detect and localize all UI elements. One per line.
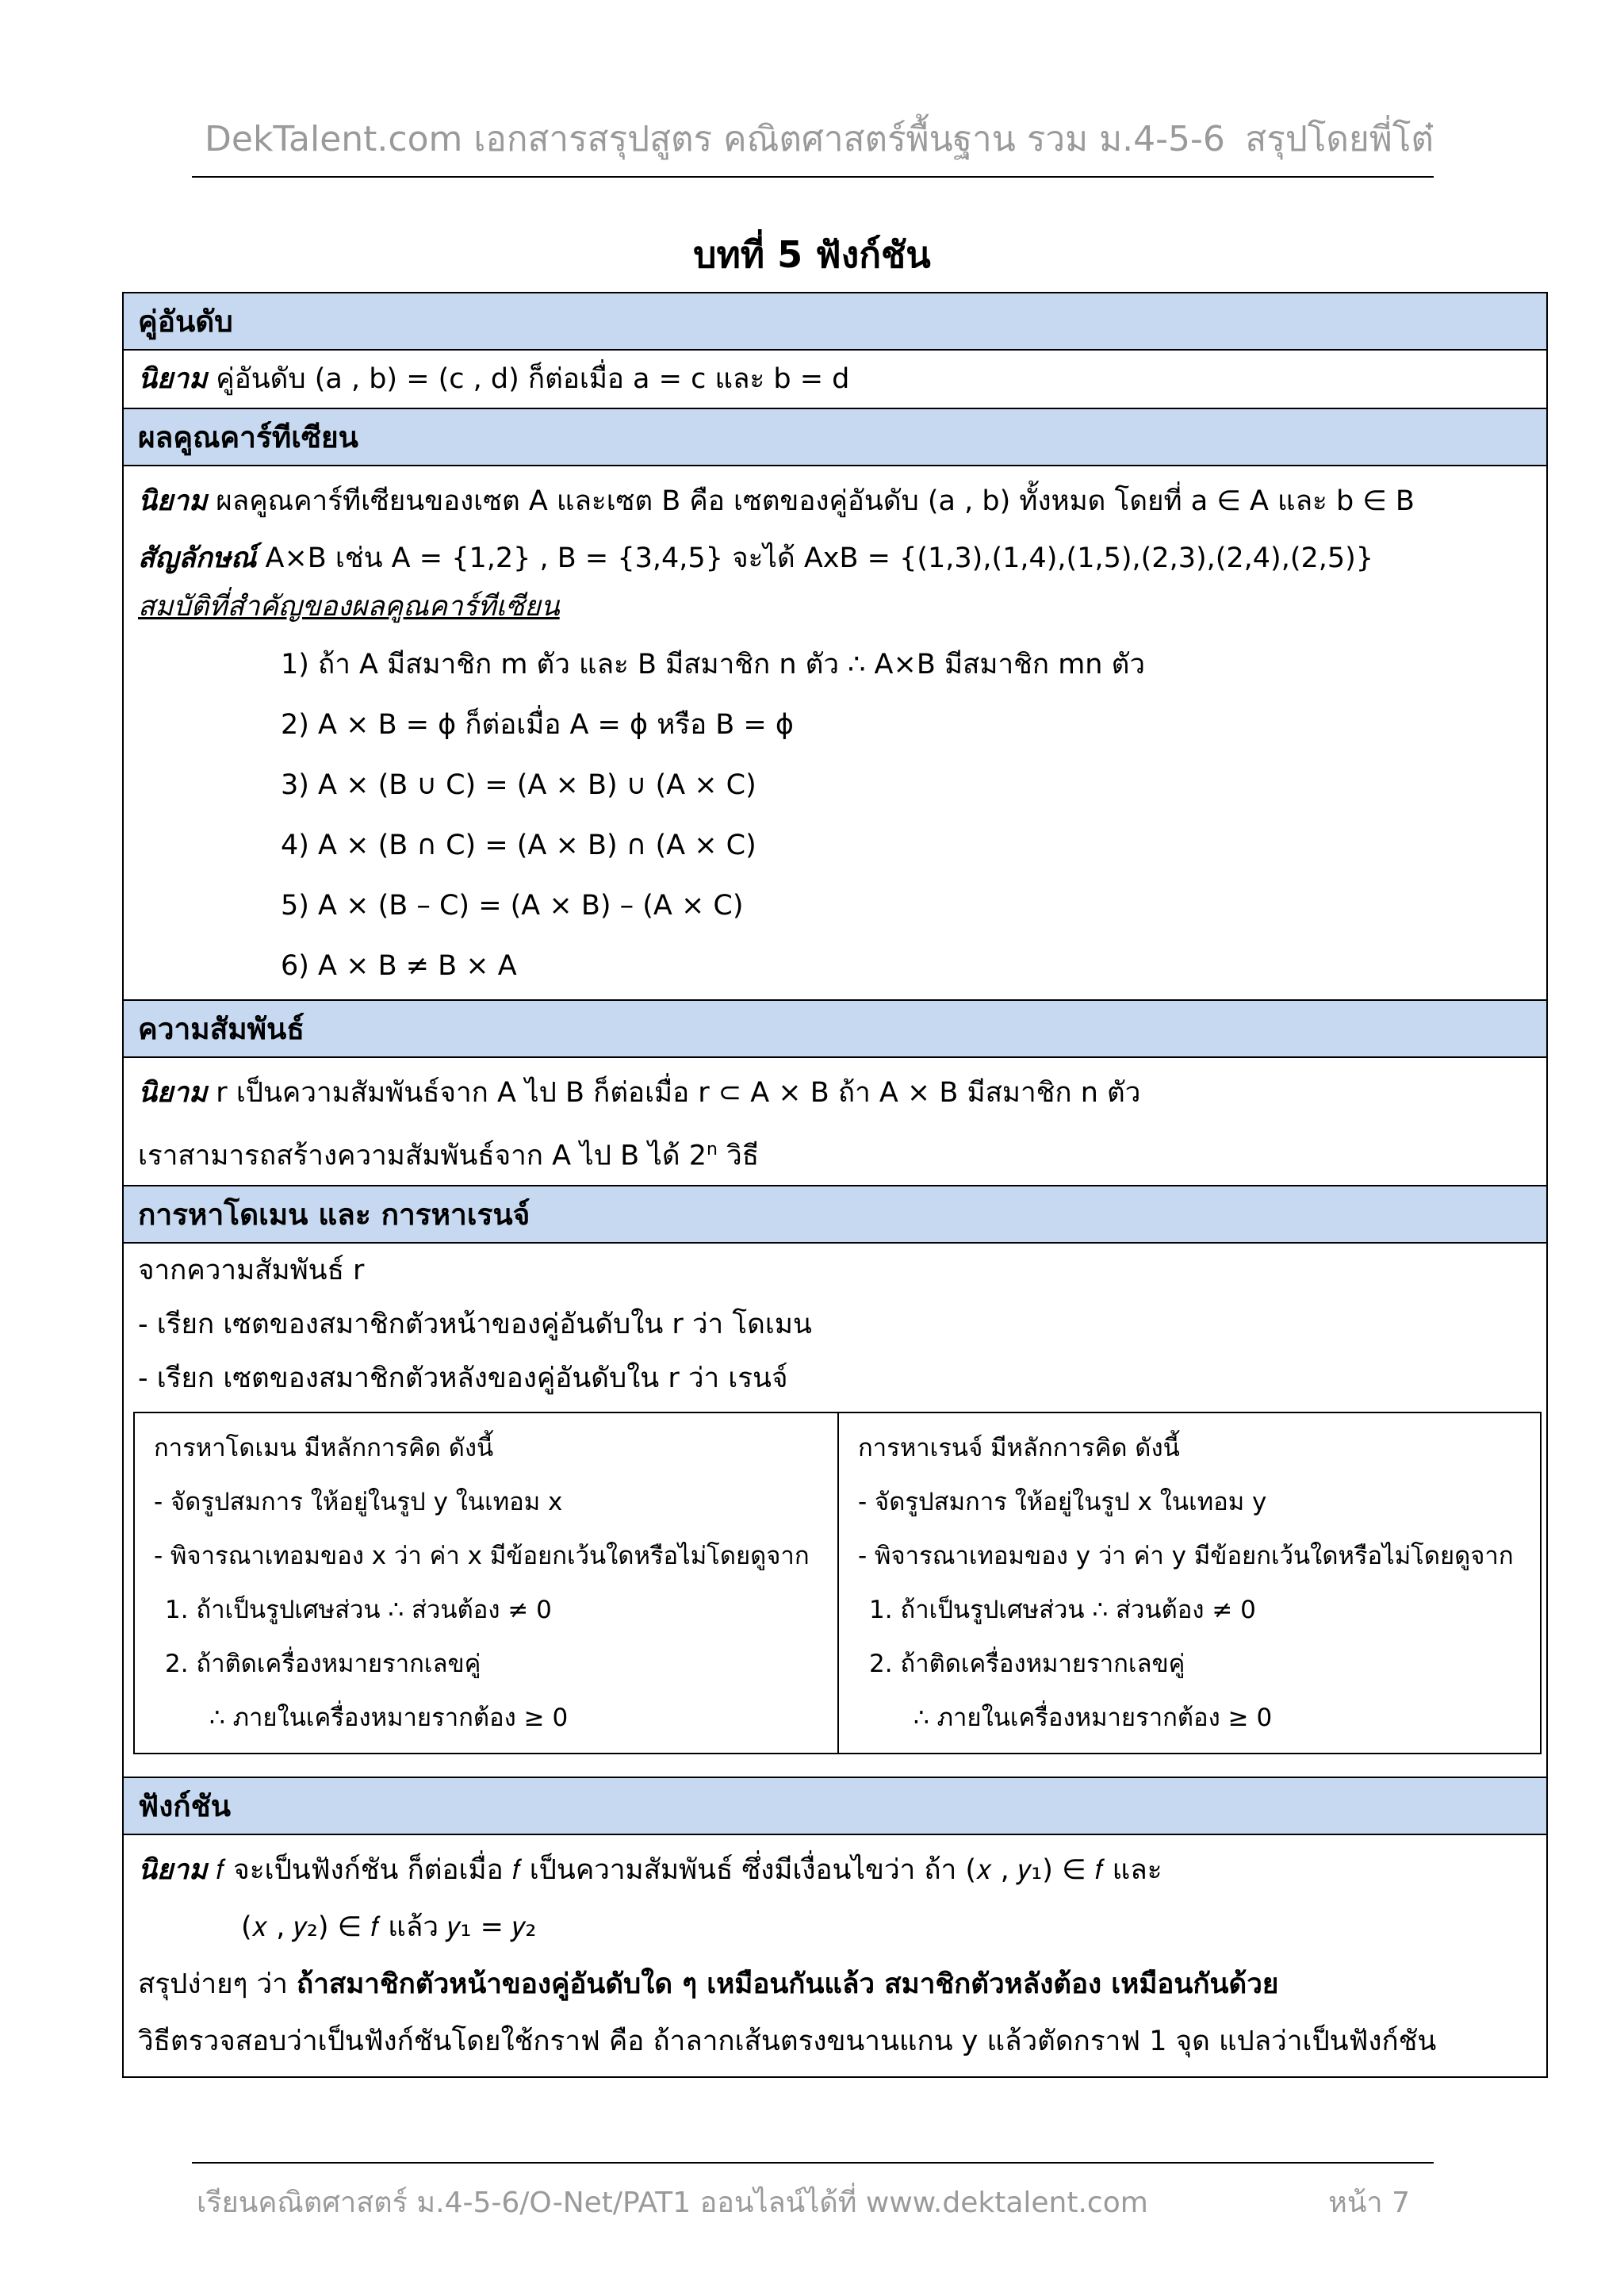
domain-rule: - พิจารณาเทอมของ x ว่า ค่า x มีข้อยกเว้นใดหรือไม่โดยดูจาก (154, 1542, 810, 1570)
header-left: DekTalent.com เอกสารสรุปสูตร คณิตศาสตร์พื้นฐาน รวม ม.4-5-6 (205, 119, 1225, 159)
range-rule: 1. ถ้าเป็นรูปเศษส่วน ∴ ส่วนต้อง ≠ 0 (869, 1596, 1256, 1624)
domain-range-line: จากความสัมพันธ์ r (138, 1255, 365, 1286)
domain-rule: 2. ถ้าติดเครื่องหมายรากเลขคู่ (165, 1650, 481, 1678)
header-rule (192, 176, 1434, 178)
content-table (122, 292, 1548, 2078)
page-title: บทที่ 5 ฟังก์ชัน (693, 233, 931, 276)
definition-text: r เป็นความสัมพันธ์จาก A ไป B ก็ต่อเมื่อ r ⊂ A × B ถ้า A × B มีสมาชิก n ตัว (207, 1077, 1141, 1109)
section-body-ordered-pair (124, 351, 1546, 409)
relation-count-suffix: วิธี (717, 1140, 760, 1172)
section-heading-domain-range: การหาโดเมน และ การหาเรนจ์ (124, 1186, 1546, 1244)
range-rule: ∴ ภายในเครื่องหมายรากต้อง ≥ 0 (914, 1704, 1273, 1732)
section-heading-cartesian: ผลคูณคาร์ทีเซียน (124, 409, 1546, 466)
summary-prefix: สรุปง่ายๆ ว่า (138, 1968, 297, 2000)
domain-rules-column (135, 1413, 837, 1753)
graph-test-text: วิธีตรวจสอบว่าเป็นฟังก์ชันโดยใช้กราฟ คือ ถ้าลากเส้นตรงขนานแกน y แล้วตัดกราฟ 1 จุด แปลว่าเป็นฟังก์ชัน (138, 2026, 1437, 2057)
relation-count-exponent: n (707, 1140, 718, 1159)
range-rule: - จัดรูปสมการ ให้อยู่ในรูป x ในเทอม y (858, 1488, 1267, 1516)
domain-range-line: - เรียก เซตของสมาชิกตัวหน้าของคู่อันดับใน r ว่า โดเมน (138, 1309, 812, 1340)
range-rule: การหาเรนจ์ มีหลักการคิด ดังนี้ (858, 1434, 1180, 1462)
definition-label: นิยาม (138, 363, 208, 395)
section-heading-ordered-pair: คู่อันดับ (124, 293, 1546, 351)
property-item: 1) ถ้า A มีสมาชิก m ตัว และ B มีสมาชิก n ตัว ∴ A×B มีสมาชิก mn ตัว (281, 649, 1145, 680)
domain-rule: - จัดรูปสมการ ให้อยู่ในรูป y ในเทอม x (154, 1488, 563, 1516)
range-rules-column (837, 1413, 1540, 1753)
definition-label: นิยาม (138, 485, 208, 517)
summary-bold: ถ้าสมาชิกตัวหน้าของคู่อันดับใด ๆ เหมือนกันแล้ว สมาชิกตัวหลังต้อง เหมือนกันด้วย (297, 1968, 1279, 2000)
definition-text: 𝑓 จะเป็นฟังก์ชัน ก็ต่อเมื่อ 𝑓 เป็นความสัมพันธ์ ซึ่งมีเงื่อนไขว่า ถ้า (𝑥 , 𝑦₁) ∈ 𝑓 และ (207, 1854, 1162, 1886)
section-heading-relation: ความสัมพันธ์ (124, 1001, 1546, 1058)
range-rule: - พิจารณาเทอมของ y ว่า ค่า y มีข้อยกเว้นใดหรือไม่โดยดูจาก (858, 1542, 1514, 1570)
section-body-cartesian (124, 466, 1546, 1001)
section-body-domain-range (124, 1244, 1546, 1778)
definition-text: ผลคูณคาร์ทีเซียนของเซต A และเซต B คือ เซตของคู่อันดับ (a , b) ทั้งหมด โดยที่ a ∈ A และ b ∈ B (207, 485, 1415, 517)
definition-text-line2: (𝑥 , 𝑦₂) ∈ 𝑓 แล้ว 𝑦₁ = 𝑦₂ (241, 1911, 537, 1943)
section-body-function (124, 1835, 1546, 2076)
footer-left: เรียนคณิตศาสตร์ ม.4-5-6/O-Net/PAT1 ออนไลน์ได้ที่ www.dektalent.com (197, 2187, 1148, 2219)
property-item: 2) A × B = ϕ ก็ต่อเมื่อ A = ϕ หรือ B = ϕ (281, 709, 794, 741)
definition-label: นิยาม (138, 1854, 208, 1886)
footer-rule (192, 2162, 1434, 2164)
property-item: 6) A × B ≠ B × A (281, 950, 517, 982)
definition-label: นิยาม (138, 1077, 208, 1109)
domain-range-line: - เรียก เซตของสมาชิกตัวหลังของคู่อันดับใน r ว่า เรนจ์ (138, 1363, 788, 1394)
domain-rule: 1. ถ้าเป็นรูปเศษส่วน ∴ ส่วนต้อง ≠ 0 (165, 1596, 552, 1624)
relation-count-text: เราสามารถสร้างความสัมพันธ์จาก A ไป B ได้ 2 (138, 1140, 707, 1172)
header-right: สรุปโดยพี่โต๋ (1245, 119, 1434, 159)
symbol-label: สัญลักษณ์ (138, 542, 257, 574)
range-rule: 2. ถ้าติดเครื่องหมายรากเลขคู่ (869, 1650, 1185, 1678)
property-item: 3) A × (B ∪ C) = (A × B) ∪ (A × C) (281, 769, 756, 801)
property-item: 4) A × (B ∩ C) = (A × B) ∩ (A × C) (281, 830, 756, 861)
section-heading-function: ฟังก์ชัน (124, 1778, 1546, 1835)
definition-text: คู่อันดับ (a , b) = (c , d) ก็ต่อเมื่อ a = c และ b = d (207, 363, 850, 395)
property-item: 5) A × (B – C) = (A × B) – (A × C) (281, 890, 744, 922)
page-number: หน้า 7 (1328, 2187, 1410, 2219)
domain-rule: การหาโดเมน มีหลักการคิด ดังนี้ (154, 1434, 494, 1462)
symbol-text: A×B เช่น A = {1,2} , B = {3,4,5} จะได้ AxB = {(1,3),(1,4),(1,5),(2,3),(2,4),(2,5)} (256, 542, 1374, 574)
domain-rule: ∴ ภายในเครื่องหมายรากต้อง ≥ 0 (209, 1704, 569, 1732)
section-body-relation (124, 1058, 1546, 1186)
properties-heading: สมบัติที่สำคัญของผลคูณคาร์ทีเซียน (138, 591, 560, 623)
domain-range-rules-table (133, 1412, 1542, 1754)
